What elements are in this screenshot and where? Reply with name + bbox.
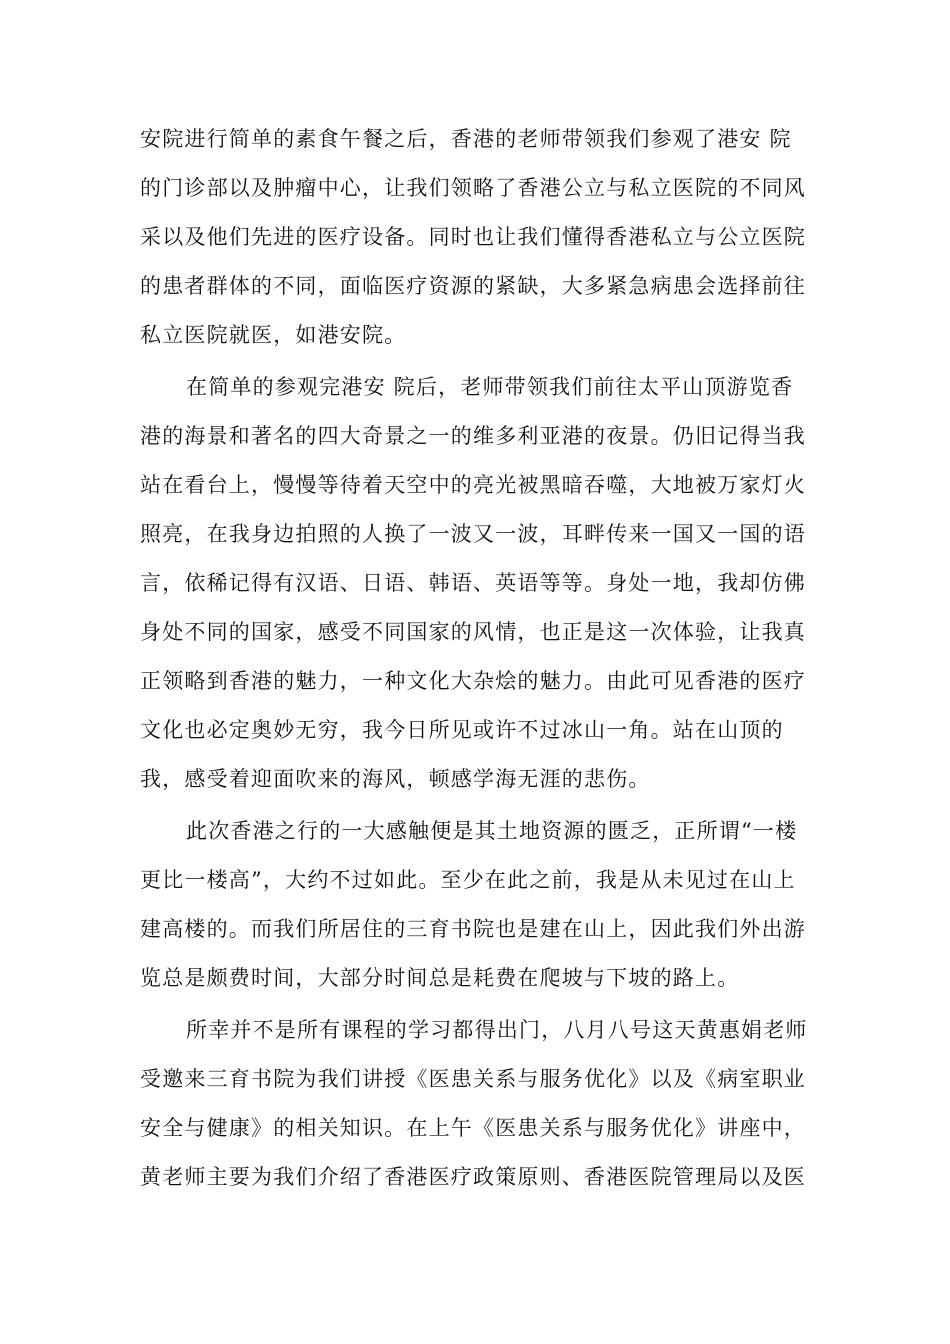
text-line: 照亮，在我身边拍照的人换了一波又一波，耳畔传来一国又一国的语 bbox=[140, 522, 806, 546]
text-line: 私立医院就医，如港安院。 bbox=[140, 323, 407, 347]
text-line: 站在看台上，慢慢等待着天空中的亮光被黑暗吞噬，大地被万家灯火 bbox=[140, 473, 806, 497]
text-line: 身处不同的国家，感受不同国家的风情，也正是这一次体验，让我真 bbox=[140, 620, 806, 644]
text-line: 的患者群体的不同，面临医疗资源的紧缺，大多紧急病患会选择前往 bbox=[140, 274, 806, 298]
text-line: 文化也必定奥妙无穷，我今日所见或许不过冰山一角。站在山顶的 bbox=[140, 718, 784, 742]
text-line: 建高楼的。而我们所居住的三育书院也是建在山上，因此我们外出游 bbox=[140, 917, 806, 941]
text-line: 采以及他们先进的医疗设备。同时也让我们懂得香港私立与公立医院 bbox=[140, 225, 806, 249]
text-line: 黄老师主要为我们介绍了香港医疗政策原则、香港医院管理局以及医 bbox=[140, 1165, 806, 1189]
text-line: 的门诊部以及肿瘤中心，让我们领略了香港公立与私立医院的不同风 bbox=[140, 176, 806, 200]
text-line: 安院进行简单的素食午餐之后，香港的老师带领我们参观了港安 院 bbox=[140, 127, 792, 151]
text-line: 言，依稀记得有汉语、日语、韩语、英语等等。身处一地，我却仿佛 bbox=[140, 571, 806, 595]
text-line: 我，感受着迎面吹来的海风，顿感学海无涯的悲伤。 bbox=[140, 767, 651, 791]
text-line: 港的海景和著名的四大奇景之一的维多利亚港的夜景。仍旧记得当我 bbox=[140, 424, 806, 448]
paragraph-first-line: 此次香港之行的一大感触便是其土地资源的匮乏，正所谓“一楼 bbox=[186, 819, 798, 843]
text-line: 受邀来三育书院为我们讲授《医患关系与服务优化》以及《病室职业 bbox=[140, 1067, 806, 1091]
text-line: 更比一楼高”，大约不过如此。至少在此之前，我是从未见过在山上 bbox=[140, 868, 796, 892]
text-line: 览总是颇费时间，大部分时间总是耗费在爬坡与下坡的路上。 bbox=[140, 966, 740, 990]
text-line: 安全与健康》的相关知识。在上午《医患关系与服务优化》讲座中， bbox=[140, 1116, 806, 1140]
paragraph-first-line: 所幸并不是所有课程的学习都得出门，八月八号这天黄惠娟老师 bbox=[186, 1018, 808, 1042]
text-line: 正领略到香港的魅力，一种文化大杂烩的魅力。由此可见香港的医疗 bbox=[140, 669, 806, 693]
paragraph-first-line: 在简单的参观完港安 院后，老师带领我们前往太平山顶游览香 bbox=[186, 375, 794, 399]
